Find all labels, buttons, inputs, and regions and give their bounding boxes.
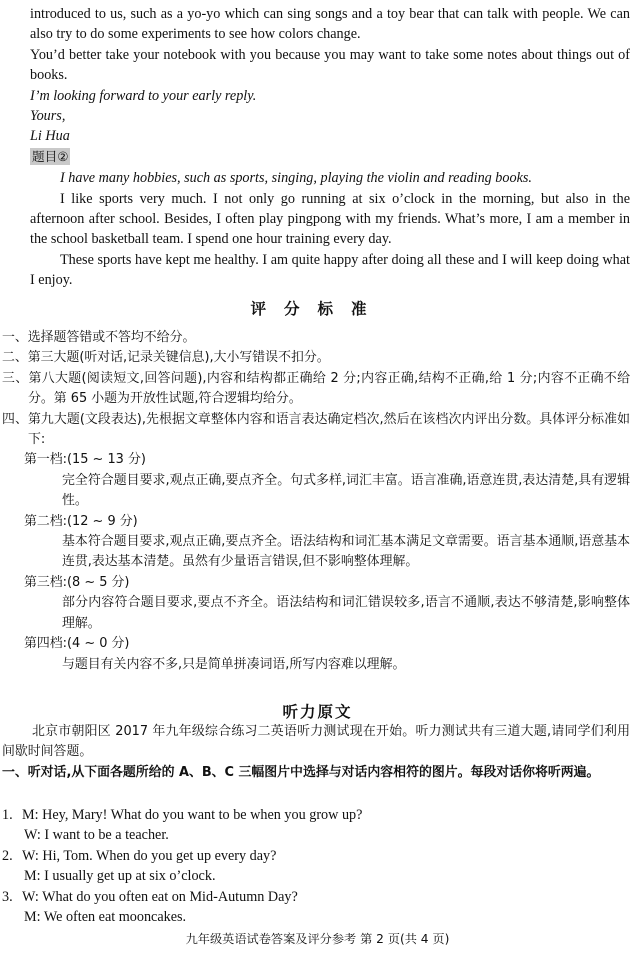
listening-intro: 北京市朝阳区 2017 年九年级综合练习二英语听力测试现在开始。听力测试共有三道大题,请同学们利用间歇时间答题。	[2, 724, 630, 760]
letter-signature: Li Hua	[30, 128, 70, 145]
essay-paragraph: I have many hobbies, such as sports, singing, playing the violin and reading books.	[60, 170, 532, 187]
topic-tag-row	[30, 148, 630, 168]
dialogue-answer: W: I want to be a teacher.	[24, 827, 169, 844]
essay-paragraph: These sports have kept me healthy. I am quite happy after doing all these and I will keep doing what I enjoy.	[30, 251, 630, 289]
letter-paragraph: You’d better take your notebook with you because you may want to take some notes about things out of books.	[30, 46, 630, 84]
dialogue-item	[2, 805, 630, 846]
listening-title: 听力原文	[282, 703, 353, 721]
dialogue-number: 1.	[2, 807, 13, 823]
scoring-title: 评分标准	[250, 300, 385, 318]
dialogue-question: M: Hey, Mary! What do you want to be when you grow up?	[22, 807, 363, 823]
level-label: 第四档:(4 ~ 0 分)	[24, 636, 130, 652]
dialogue-answer: M: We often eat mooncakes.	[24, 909, 187, 926]
level-description: 与题目有关内容不多,只是简单拼凑词语,所写内容难以理解。	[62, 656, 406, 672]
level-description: 部分内容符合题目要求,要点不齐全。语法结构和词汇错误较多,语言不通顺,表达不够清楚,影响整体理解。	[62, 595, 630, 631]
level-label: 第三档:(8 ~ 5 分)	[24, 574, 130, 590]
dialogue-list	[2, 805, 630, 927]
topic-2-tag: 题目②	[32, 148, 69, 164]
scoring-rule: 二、第三大题(听对话,记录关键信息),大小写错误不扣分。	[2, 350, 330, 366]
dialogue-item	[2, 846, 630, 887]
letter-closing: I’m looking forward to your early reply.	[30, 87, 257, 104]
dialogue-number: 2.	[2, 847, 13, 864]
dialogue-question: W: Hi, Tom. When do you get up every day?	[22, 847, 277, 864]
listening-section-1: 一、听对话,从下面各题所给的 A、B、C 三幅图片中选择与对话内容相符的图片。每段对话你将听两遍。	[2, 764, 600, 780]
dialogue-item	[2, 887, 630, 928]
listening-intro-block	[2, 722, 630, 783]
scoring-rule: 四、第九大题(文段表达),先根据文章整体内容和语言表达确定档次,然后在该档次内评出分数。具体评分标准如下:	[2, 411, 630, 448]
dialogue-question: W: What do you often eat on Mid-Autumn Day?	[22, 888, 298, 905]
level-description: 完全符合题目要求,观点正确,要点齐全。句式多样,词汇丰富。语言准确,语意连贯,表达清楚,具有逻辑性。	[62, 472, 630, 509]
level-description: 基本符合题目要求,观点正确,要点齐全。语法结构和词汇基本满足文章需要。语言基本通顺,语意基本连贯,表达基本清楚。虽然有少量语言错误,但不影响整体理解。	[62, 534, 630, 570]
letter-ending	[32, 4, 630, 291]
page-footer: 九年级英语试卷答案及评分参考 第 2 页(共 4 页)	[185, 932, 450, 946]
essay-paragraph: I like sports very much. I not only go running at six o’clock in the morning, but also in the afternoon after school. Besides, I often play pingpong with my friends. What’s more, I am a member in the school basketball team. I spend one hour training every day.	[30, 190, 630, 248]
letter-paragraph: introduced to us, such as a yo-yo which can sing songs and a toy bear that can talk with people. We can also try to do some experiments to see how colors change.	[30, 6, 630, 43]
level-label: 第二档:(12 ~ 9 分)	[24, 513, 138, 529]
level-label: 第一档:(15 ~ 13 分)	[24, 452, 146, 468]
scoring-rules	[2, 328, 630, 675]
dialogue-answer: M: I usually get up at six o’clock.	[24, 868, 216, 885]
scoring-rule: 三、第八大题(阅读短文,回答问题),内容和结构都正确给 2 分;内容正确,结构不正确,给 1 分;内容不正确不给分。第 65 小题为开放性试题,符合逻辑均给分。	[2, 370, 630, 407]
scoring-rule: 一、选择题答错或不答均不给分。	[2, 330, 196, 345]
letter-yours: Yours,	[30, 108, 66, 125]
dialogue-number: 3.	[2, 888, 13, 905]
